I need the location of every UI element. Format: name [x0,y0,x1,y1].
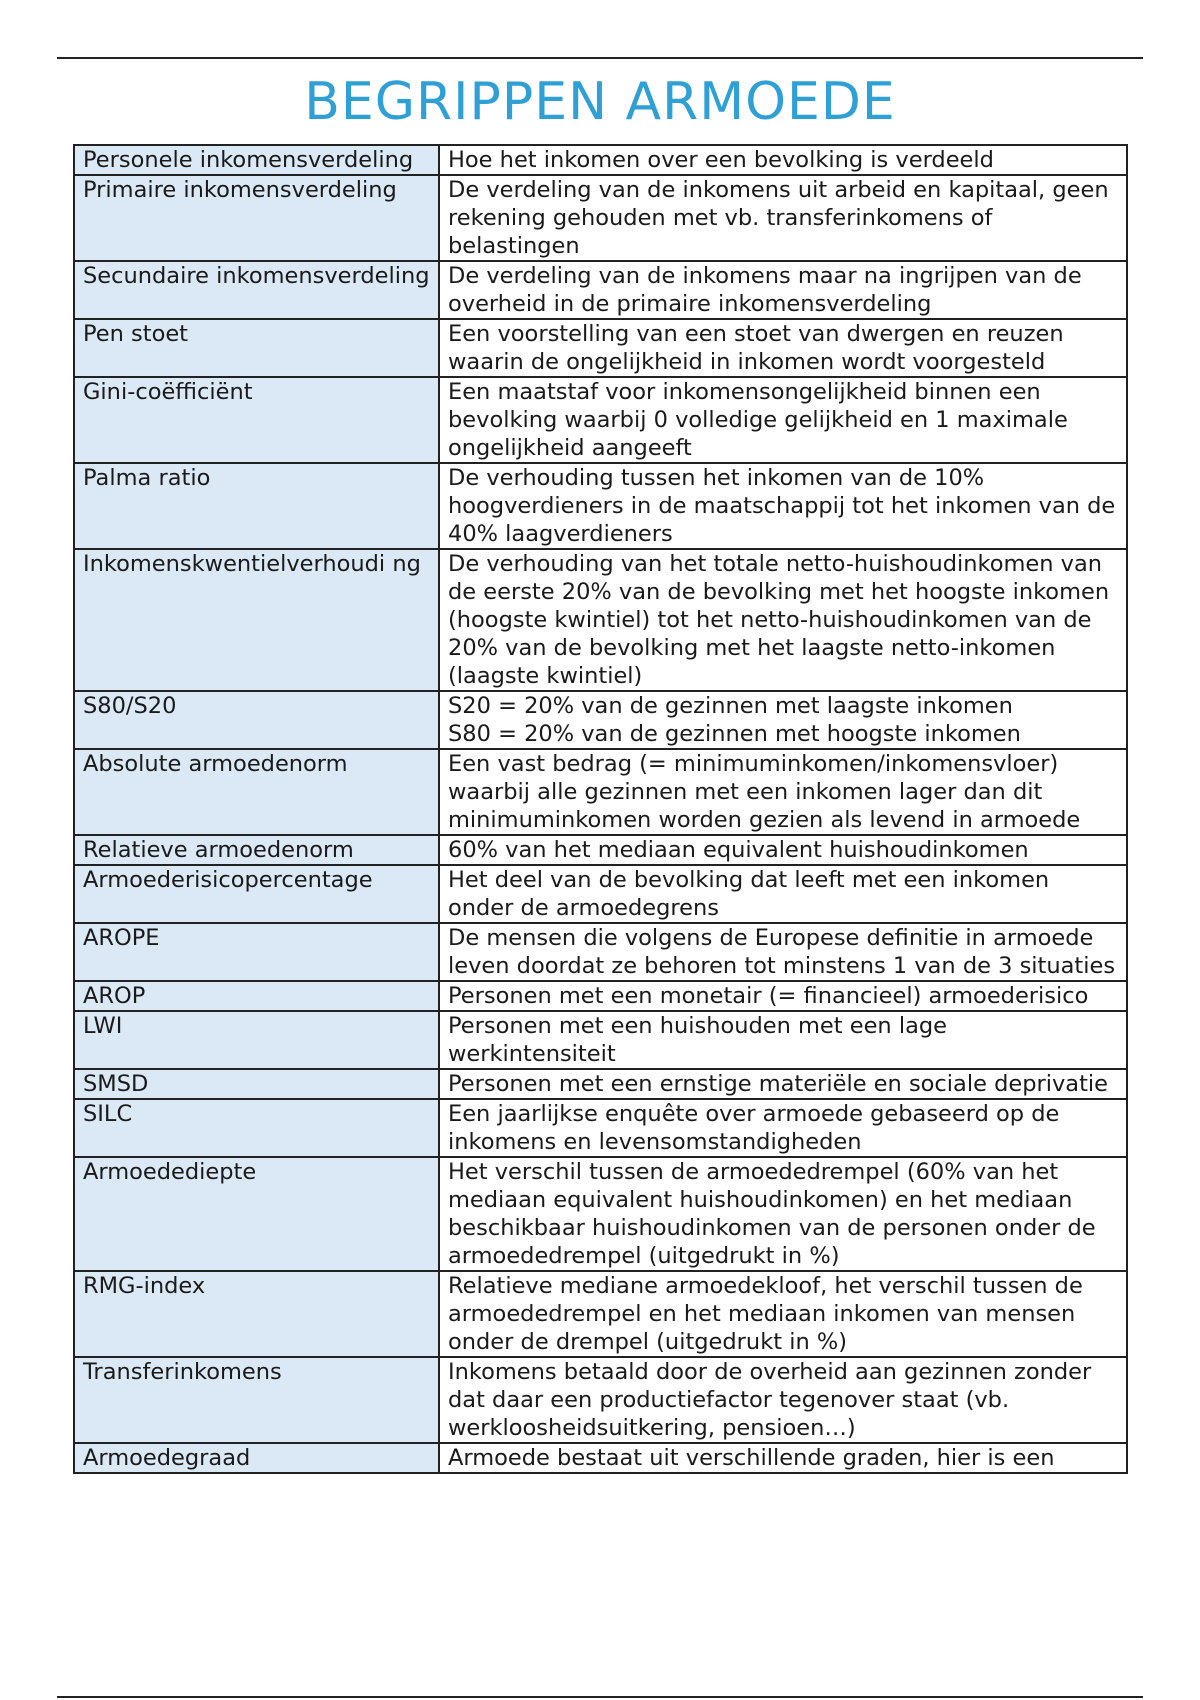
term-cell: AROPE [74,923,439,981]
term-cell: Primaire inkomensverdeling [74,175,439,261]
term-cell: Armoedegraad [74,1443,439,1473]
top-rule [57,57,1143,59]
definition-cell: Een voorstelling van een stoet van dwergen en reuzen waarin de ongelijkheid in inkomen wordt voorgesteld [439,319,1127,377]
term-cell: LWI [74,1011,439,1069]
term-cell: Pen stoet [74,319,439,377]
table-row [74,1357,1127,1443]
table-row [74,377,1127,463]
term-cell: S80/S20 [74,691,439,749]
term-cell: SMSD [74,1069,439,1099]
table-row [74,1271,1127,1357]
table-row [74,175,1127,261]
definition-line: S80 = 20% van de gezinnen met hoogste inkomen [448,721,1021,747]
definition-cell: Armoede bestaat uit verschillende graden, hier is een [439,1443,1127,1473]
table-row [74,923,1127,981]
table-row [74,319,1127,377]
table-row [74,691,1127,749]
table-row [74,865,1127,923]
table-row [74,549,1127,691]
term-cell: RMG-index [74,1271,439,1357]
term-cell: AROP [74,981,439,1011]
term-cell: SILC [74,1099,439,1157]
definition-cell: Een vast bedrag (= minimuminkomen/inkomensvloer) waarbij alle gezinnen met een inkomen lager dan dit minimuminkomen worden gezien als levend in armoede [439,749,1127,835]
definition-cell [439,691,1127,749]
term-cell: Armoederisicopercentage [74,865,439,923]
bottom-rule [57,1696,1143,1698]
term-cell: Armoedediepte [74,1157,439,1271]
table-row [74,1011,1127,1069]
definition-cell: Het deel van de bevolking dat leeft met een inkomen onder de armoedegrens [439,865,1127,923]
table-row [74,835,1127,865]
term-cell: Relatieve armoedenorm [74,835,439,865]
term-cell: Inkomenskwentielverhoudi ng [74,549,439,691]
definition-cell: Relatieve mediane armoedekloof, het verschil tussen de armoededrempel en het mediaan inkomen van mensen onder de drempel (uitgedrukt in %) [439,1271,1127,1357]
definition-cell: De verdeling van de inkomens maar na ingrijpen van de overheid in de primaire inkomensverdeling [439,261,1127,319]
definition-cell: Hoe het inkomen over een bevolking is verdeeld [439,145,1127,175]
term-cell: Transferinkomens [74,1357,439,1443]
definition-cell: De verhouding van het totale netto-huishoudinkomen van de eerste 20% van de bevolking met het hoogste inkomen (hoogste kwintiel) tot het netto-huishoudinkomen van de 20% van de bevolking met het laagste netto-inkomen (laagste kwintiel) [439,549,1127,691]
definition-line: S20 = 20% van de gezinnen met laagste inkomen [448,693,1013,719]
definition-cell: Personen met een huishouden met een lage werkintensiteit [439,1011,1127,1069]
term-cell: Palma ratio [74,463,439,549]
glossary-table [73,144,1128,1474]
term-cell: Personele inkomensverdeling [74,145,439,175]
table-row [74,261,1127,319]
page-title: BEGRIPPEN ARMOEDE [304,72,896,132]
definition-cell: Een jaarlijkse enquête over armoede gebaseerd op de inkomens en levensomstandigheden [439,1099,1127,1157]
table-row [74,981,1127,1011]
table-row [74,749,1127,835]
term-cell: Gini-coëfficiënt [74,377,439,463]
table-row [74,145,1127,175]
table-row [74,1443,1127,1473]
definition-cell: De mensen die volgens de Europese definitie in armoede leven doordat ze behoren tot minstens 1 van de 3 situaties [439,923,1127,981]
definition-cell: Personen met een ernstige materiële en sociale deprivatie [439,1069,1127,1099]
table-row [74,463,1127,549]
definition-cell: Het verschil tussen de armoededrempel (60% van het mediaan equivalent huishoudinkomen) en het mediaan beschikbaar huishoudinkomen van de personen onder de armoededrempel (uitgedrukt in %) [439,1157,1127,1271]
definition-cell: De verhouding tussen het inkomen van de 10% hoogverdieners in de maatschappij tot het inkomen van de 40% laagverdieners [439,463,1127,549]
table-row [74,1099,1127,1157]
table-row [74,1157,1127,1271]
definition-cell: Een maatstaf voor inkomensongelijkheid binnen een bevolking waarbij 0 volledige gelijkheid en 1 maximale ongelijkheid aangeeft [439,377,1127,463]
definition-cell: 60% van het mediaan equivalent huishoudinkomen [439,835,1127,865]
definition-cell: Personen met een monetair (= financieel) armoederisico [439,981,1127,1011]
table-row [74,1069,1127,1099]
definition-cell: Inkomens betaald door de overheid aan gezinnen zonder dat daar een productiefactor tegenover staat (vb. werkloosheidsuitkering, pensioen…) [439,1357,1127,1443]
definition-cell: De verdeling van de inkomens uit arbeid en kapitaal, geen rekening gehouden met vb. transferinkomens of belastingen [439,175,1127,261]
term-cell: Absolute armoedenorm [74,749,439,835]
term-cell: Secundaire inkomensverdeling [74,261,439,319]
